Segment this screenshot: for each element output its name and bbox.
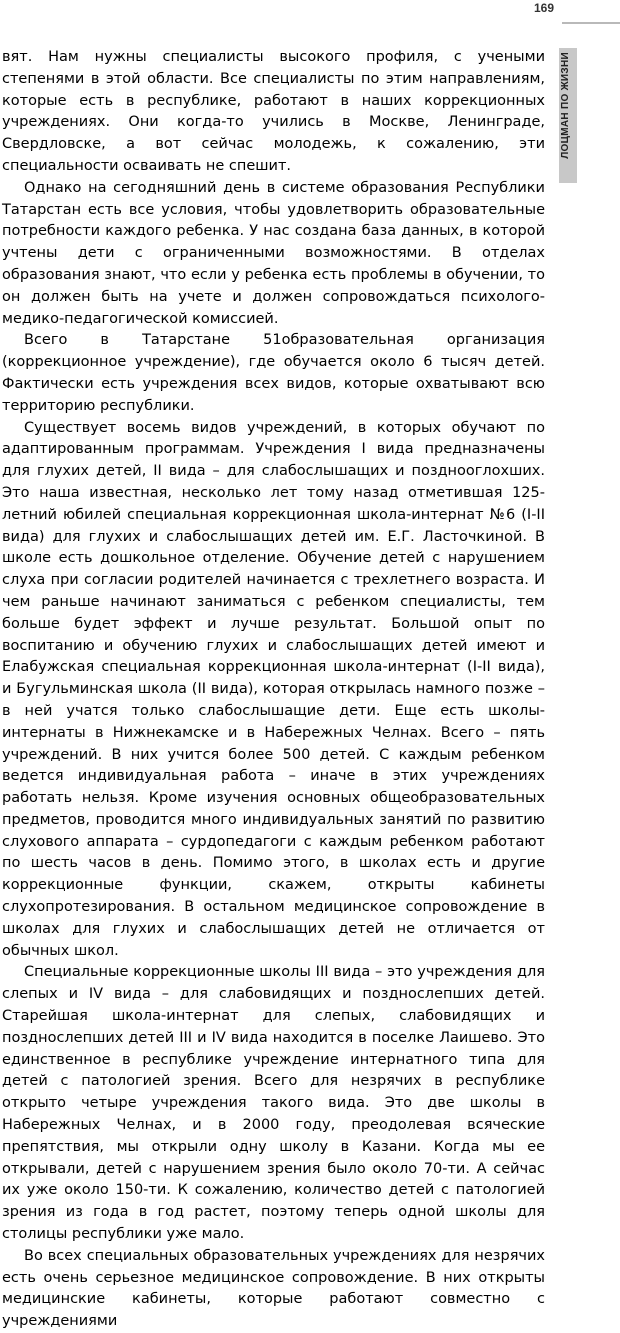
paragraph: Специальные коррекционные школы III вида – это учреждения для слепых и IV вида – для слабовидящих и позднослепших детей. Старейшая школа-интернат для слепых, слабовидящих и позднослепших детей III и IV вида находится в поселке Лаишево. Это единственное в республике учреждение интернатного типа для детей с патологией зрения. Всего для незрячих в республике открыто четыре учреждения такого вида. Это две школы в Набережных Челнах, и в 2000 году, преодолевая всяческие препятствия, мы открыли одну школу в Казани. Когда мы ее открывали, детей с нарушением зрения было около 70-ти. А сейчас их уже около 150-ти. К сожалению, количество детей с патологией зрения из года в год растет, поэтому теперь одной школы для столицы республики уже мало. — [2, 964, 545, 1243]
section-side-tab — [559, 48, 577, 183]
paragraph: Однако на сегодняшний день в системе образования Республики Татарстан есть все условия, чтобы удовлетворить образовательные потребности каждого ребенка. У нас создана база данных, в которой учтены дети с ограниченными возможностями. В отделах образования знают, что если у ребенка есть проблемы в обучении, то он должен быть на учете и должен сопровождаться психолого-медико-педагогической комиссией. — [2, 179, 545, 327]
body-text — [2, 47, 545, 1333]
paragraph: Существует восемь видов учреждений, в которых обучают по адаптированным программам. Учреждения I вида предназначены для глухих детей, II вида – для слабослышащих и позднооглохших. Это наша известная, несколько лет тому назад отметившая 125-летний юбилей специальная коррекционная школа-интернат №6 (I-II вида) для глухих и слабослышащих детей им. Е.Г. Ласточкиной. В школе есть дошкольное отделение. Обучение детей с нарушением слуха при согласии родителей начинается с трехлетнего возраста. И чем раньше начинают заниматься с ребенком специалисты, тем больше будет эффект и лучше результат. Большой опыт по воспитанию и обучению глухих и слабослышащих детей имеют и Елабужская специальная коррекционная школа-интернат (I-II вида), и Бугульминская школа (II вида), которая открылась намного позже – в ней учатся только слабослышащие дети. Еще есть школы-интернаты в Нижнекамске и в Набережных Челнах. Всего – пять учреждений. В них учится более 500 детей. С каждым ребенком ведется индивидуальная работа – иначе в этих учреждениях работать нельзя. Кроме изучения основных общеобразовательных предметов, проводится много индивидуальных занятий по развитию слухового аппарата – сурдопедагоги с каждым ребенком работают по шесть часов в день. Помимо этого, в школах есть и другие коррекционные функции, скажем, открыты кабинеты слухопротезирования. В остальном медицинское сопровождение в школах для глухих и слабослышащих детей не отличается от обычных школ. — [2, 419, 545, 959]
paragraph-continued: вят. Нам нужны специалисты высокого профиля, с учеными степенями в этой области. Все специалисты по этим направлениям, которые есть в республике, работают в наших коррекционных учреждениях. Они когда-то учились в Москве, Ленинграде, Свердловске, а вот сейчас молодежь, к сожалению, эти специальности осваивать не спешит. — [2, 49, 545, 174]
paragraph: Всего в Татарстане 51образовательная организация (коррекционное учреждение), где обучается около 6 тысяч детей. Фактически есть учреждения всех видов, которые охватывают всю территорию республики. — [2, 332, 545, 414]
page-number: 169 — [533, 1, 554, 15]
section-side-tab-label: ЛОЦМАН ПО ЖИЗНИ — [560, 52, 571, 159]
paragraph: Во всех специальных образовательных учреждениях для незрячих есть очень серьезное медицинское сопровождение. В них открыты медицинские кабинеты, которые работают совместно с учреждениями — [2, 1247, 545, 1330]
header-rule — [562, 22, 620, 24]
